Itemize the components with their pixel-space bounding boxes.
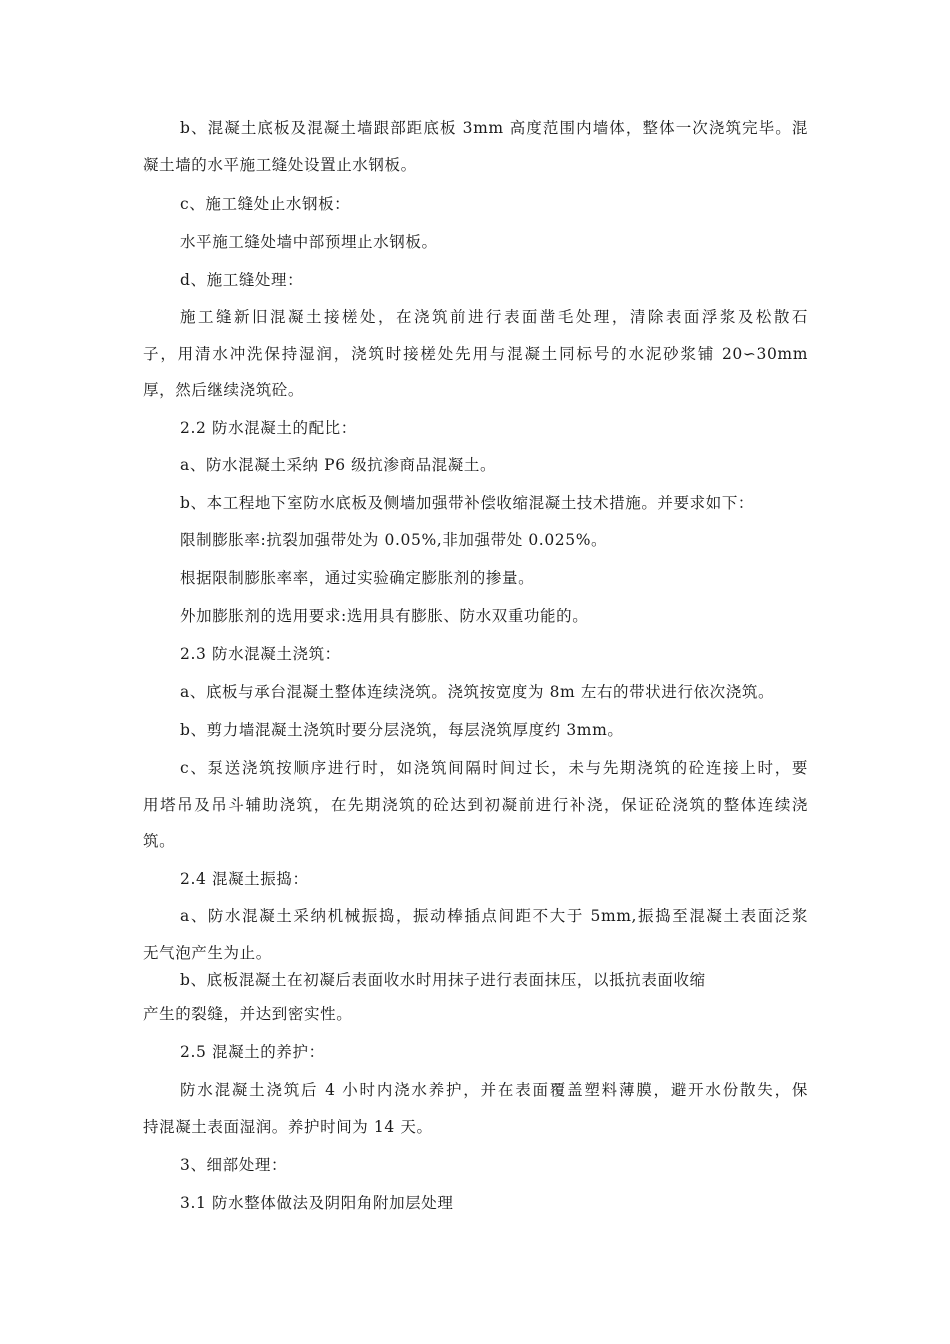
- text-line: 厚，然后继续浇筑砼。: [143, 381, 305, 399]
- text-line: 凝土墙的水平施工缝处设置止水钢板。: [143, 156, 417, 174]
- section-heading: 2.4 混凝土振捣：: [180, 870, 309, 888]
- text-line: 持混凝土表面湿润。养护时间为 14 天。: [143, 1118, 433, 1136]
- section-heading: 2.2 防水混凝土的配比：: [180, 419, 357, 437]
- text-line: c、泵送浇筑按顺序进行时，如浇筑间隔时间过长，未与先期浇筑的砼连接上时，要: [180, 759, 808, 777]
- text-line: a、防水混凝土采纳机械振捣，振动棒插点间距不大于 5mm,振捣至混凝土表面泛浆: [180, 907, 808, 925]
- section-heading: 2.5 混凝土的养护：: [180, 1043, 325, 1061]
- text-line: b、剪力墙混凝土浇筑时要分层浇筑，每层浇筑厚度约 3mm。: [180, 721, 624, 739]
- text-line: 筑。: [143, 832, 176, 850]
- text-line: b、混凝土底板及混凝土墙跟部距底板 3mm 高度范围内墙体，整体一次浇筑完毕。混: [180, 119, 808, 137]
- text-line: 水平施工缝处墙中部预埋止水钢板。: [180, 233, 438, 251]
- section-heading: 3.1 防水整体做法及阴阳角附加层处理: [180, 1194, 454, 1212]
- text-line: b、本工程地下室防水底板及侧墙加强带补偿收缩混凝土技术措施。并要求如下：: [180, 494, 755, 512]
- text-line: 防水混凝土浇筑后 4 小时内浇水养护，并在表面覆盖塑料薄膜，避开水份散失，保: [180, 1081, 808, 1099]
- text-line: c、施工缝处止水钢板：: [180, 195, 351, 213]
- text-line: a、底板与承台混凝土整体连续浇筑。浇筑按宽度为 8m 左右的带状进行依次浇筑。: [180, 683, 775, 701]
- text-line: a、防水混凝土采纳 P6 级抗渗商品混凝土。: [180, 456, 497, 474]
- section-heading: 2.3 防水混凝土浇筑：: [180, 645, 341, 663]
- text-line: 根据限制膨胀率率，通过实验确定膨胀剂的掺量。: [180, 569, 535, 587]
- text-line: 用塔吊及吊斗辅助浇筑，在先期浇筑的砼达到初凝前进行补浇，保证砼浇筑的整体连续浇: [143, 796, 808, 814]
- text-line: 产生的裂缝，并达到密实性。: [143, 1005, 353, 1023]
- text-line: 限制膨胀率:抗裂加强带处为 0.05%,非加强带处 0.025%。: [180, 531, 608, 549]
- text-line: 施工缝新旧混凝土接槎处，在浇筑前进行表面凿毛处理，清除表面浮浆及松散石: [180, 308, 808, 326]
- text-line: d、施工缝处理：: [180, 271, 304, 289]
- text-line: 子，用清水冲洗保持湿润，浇筑时接槎处先用与混凝土同标号的水泥砂浆铺 20∽30mm: [143, 345, 808, 363]
- text-line: 外加膨胀剂的选用要求:选用具有膨胀、防水双重功能的。: [180, 607, 589, 625]
- section-heading: 3、细部处理：: [180, 1156, 288, 1174]
- text-line: 无气泡产生为止。: [143, 944, 272, 962]
- text-line: b、底板混凝土在初凝后表面收水时用抹子进行表面抹压，以抵抗表面收缩: [180, 971, 706, 989]
